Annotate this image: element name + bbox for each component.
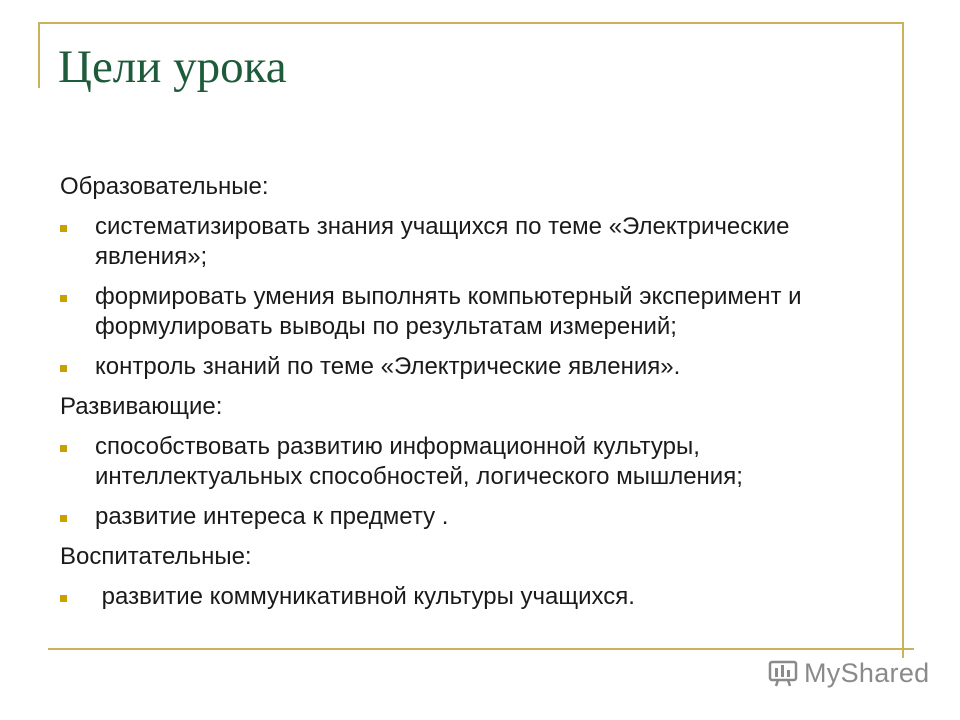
list-item-text: систематизировать знания учащихся по теме «Электрические явления»; <box>95 213 790 270</box>
watermark-text: MyShared <box>804 658 930 688</box>
list-item-text: контроль знаний по теме «Электрические явления». <box>95 353 681 380</box>
section-heading-educational: Образовательные: <box>60 173 269 200</box>
list-item <box>60 212 900 272</box>
bullet-icon <box>60 365 67 372</box>
myshared-logo-icon <box>768 660 798 688</box>
frame-top-line <box>38 22 904 24</box>
frame-right-line <box>902 22 904 658</box>
list-item-text: формировать умения выполнять компьютерный эксперимент и формулировать выводы по результатам измерений; <box>95 283 802 340</box>
list-item <box>60 282 900 342</box>
frame-left-line <box>38 22 40 88</box>
list-item <box>60 582 900 612</box>
slide-content <box>60 172 900 622</box>
slide-title: Цели урока <box>58 41 287 93</box>
list-item <box>60 502 900 532</box>
bullet-icon <box>60 515 67 522</box>
bullet-icon <box>60 445 67 452</box>
bullet-icon <box>60 595 67 602</box>
bullet-icon <box>60 295 67 302</box>
list-item-text: развитие интереса к предмету . <box>95 503 449 530</box>
section-heading-upbringing: Воспитательные: <box>60 543 252 570</box>
bullet-icon <box>60 225 67 232</box>
section-heading-developmental: Развивающие: <box>60 393 223 420</box>
list-item-text: способствовать развитию информационной культуры, интеллектуальных способностей, логического мышления; <box>95 433 743 490</box>
list-item <box>60 352 900 382</box>
list-item <box>60 432 900 492</box>
myshared-watermark <box>768 658 929 689</box>
list-item-text: развитие коммуникативной культуры учащихся. <box>95 583 635 610</box>
frame-bottom-line <box>48 648 914 650</box>
